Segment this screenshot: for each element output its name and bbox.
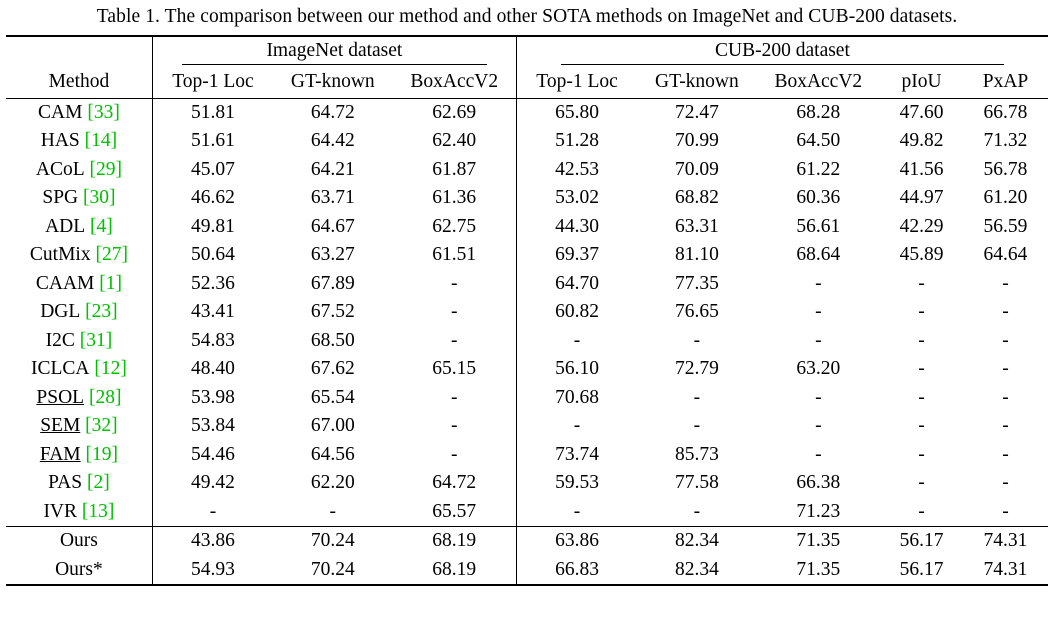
table-row [6, 298, 1048, 327]
row-value: 68.19 [393, 556, 517, 586]
row-value: 64.42 [310, 130, 355, 151]
row-value: 67.52 [310, 301, 355, 322]
row-value: 70.68 [555, 386, 599, 408]
row-value: 47.60 [899, 101, 944, 123]
row-value: 70.09 [674, 158, 719, 180]
table-row [6, 127, 1048, 156]
row-method: FAM [19] [6, 441, 152, 470]
citation-ref[interactable]: [23] [85, 301, 118, 322]
row-value: 63.71 [310, 187, 355, 208]
row-value: 63.20 [796, 358, 841, 379]
row-value: - [693, 415, 701, 436]
row-method: HAS [14] [6, 127, 152, 156]
table-row [6, 527, 1048, 556]
row-value: 64.72 [310, 101, 355, 123]
row-value: 66.38 [796, 472, 841, 493]
row-method: Ours* [6, 556, 152, 586]
row-method: ICLCA [12] [6, 355, 152, 384]
table-row [6, 412, 1048, 441]
row-value: - [918, 358, 925, 379]
citation-ref[interactable]: [28] [88, 386, 122, 408]
row-value: - [393, 412, 517, 441]
row-value: 62.69 [393, 98, 517, 127]
row-value: 56.10 [555, 358, 599, 379]
table-row [6, 469, 1048, 498]
row-value: 41.56 [899, 158, 944, 180]
row-value: - [1002, 415, 1009, 436]
row-value: 42.29 [899, 215, 944, 237]
row-value: 68.64 [796, 244, 841, 265]
row-value: - [815, 329, 822, 351]
row-value: 65.54 [310, 386, 355, 408]
group-header-blank [6, 36, 152, 67]
row-value: 64.70 [555, 272, 599, 294]
row-value: - [1002, 272, 1009, 294]
row-value: - [1002, 329, 1009, 351]
row-value: - [918, 301, 925, 322]
row-method: CAM [33] [6, 98, 152, 127]
citation-ref[interactable]: [32] [85, 415, 118, 436]
row-value: 70.24 [273, 556, 392, 586]
column-header-2: BoxAccV2 [393, 67, 517, 98]
row-value: - [918, 472, 925, 493]
table-row [6, 241, 1048, 270]
table-row [6, 270, 1048, 299]
row-value: 64.67 [310, 215, 355, 237]
row-value: 48.40 [191, 358, 235, 379]
column-header-6: pIoU [880, 67, 963, 98]
row-method: PAS [2] [6, 469, 152, 498]
row-value: 66.78 [983, 101, 1028, 123]
row-value: - [963, 498, 1048, 527]
row-value: 43.41 [191, 301, 235, 322]
citation-ref[interactable]: [33] [87, 101, 120, 123]
row-value: 72.79 [674, 358, 719, 379]
row-method: ACoL [29] [6, 156, 152, 185]
row-value: 63.27 [310, 244, 355, 265]
row-value: 61.87 [393, 156, 517, 185]
comparison-table [6, 35, 1048, 586]
row-value: - [273, 498, 392, 527]
row-value: 72.47 [674, 101, 719, 123]
row-value: 64.56 [310, 443, 355, 465]
row-value: 71.32 [983, 130, 1028, 151]
citation-ref[interactable]: [4] [90, 215, 113, 237]
row-value: - [1002, 358, 1009, 379]
row-value: 53.84 [191, 415, 235, 436]
row-value: 56.78 [983, 158, 1028, 180]
row-method: PSOL [28] [6, 384, 152, 413]
citation-ref[interactable]: [1] [99, 272, 122, 294]
citation-ref[interactable]: [30] [83, 187, 116, 208]
row-value: - [637, 498, 756, 527]
row-value: 64.50 [796, 130, 841, 151]
row-value: 56.17 [880, 556, 963, 586]
table-row [6, 213, 1048, 242]
citation-ref[interactable]: [14] [84, 130, 118, 151]
row-value: 73.74 [555, 443, 599, 465]
row-value: - [918, 272, 925, 294]
table-row [6, 441, 1048, 470]
row-value: 53.02 [555, 187, 599, 208]
row-value: 64.21 [310, 158, 355, 180]
row-value: 46.62 [191, 187, 235, 208]
column-header-0: Top-1 Loc [152, 67, 273, 98]
row-value: 62.20 [310, 472, 355, 493]
row-value: 71.23 [757, 498, 880, 527]
row-value: - [573, 415, 581, 436]
citation-ref[interactable]: [19] [85, 443, 119, 465]
row-value: - [815, 272, 822, 294]
row-value: 45.07 [191, 158, 235, 180]
row-value: 68.82 [674, 187, 719, 208]
row-value: 63.31 [674, 215, 719, 237]
row-value: 50.64 [191, 244, 235, 265]
row-value: - [1002, 443, 1009, 465]
row-value: 85.73 [674, 443, 719, 465]
table-caption: Table 1. The comparison between our method and other SOTA methods on ImageNet and CUB-200 datasets. [96, 6, 958, 27]
row-method: CutMix [27] [6, 241, 152, 270]
row-value: - [918, 415, 925, 436]
row-value: 82.34 [637, 556, 756, 586]
row-value: 65.57 [393, 498, 517, 527]
row-value: 61.20 [983, 187, 1028, 208]
row-value: 64.72 [393, 469, 517, 498]
table-row [6, 156, 1048, 185]
column-header-4: GT-known [637, 67, 756, 98]
row-value: - [1002, 301, 1009, 322]
row-value: 59.53 [555, 472, 599, 493]
row-value: 61.22 [796, 158, 841, 180]
row-method: ADL [4] [6, 213, 152, 242]
row-value: 76.65 [674, 301, 719, 322]
citation-ref[interactable]: [29] [89, 158, 122, 180]
column-header-row [6, 67, 1048, 98]
row-value: - [1002, 386, 1009, 408]
row-value: - [918, 386, 925, 408]
row-value: 64.64 [983, 244, 1028, 265]
row-value: 67.62 [310, 358, 355, 379]
row-value: 68.19 [393, 527, 517, 556]
row-value: 61.51 [393, 241, 517, 270]
row-value: 62.75 [393, 213, 517, 242]
row-value: 52.36 [191, 272, 235, 294]
row-value: - [152, 498, 273, 527]
row-value: 53.98 [191, 386, 235, 408]
row-value: - [918, 329, 925, 351]
row-value: - [393, 441, 517, 470]
row-value: - [693, 386, 701, 408]
row-value: - [815, 443, 822, 465]
row-value: 54.83 [191, 329, 235, 351]
row-value: 45.89 [899, 244, 944, 265]
row-value: 42.53 [555, 158, 599, 180]
column-header-1: GT-known [273, 67, 392, 98]
row-value: 49.82 [899, 130, 944, 151]
row-value: - [516, 498, 637, 527]
row-value: 70.24 [310, 530, 355, 551]
row-value: 68.50 [310, 329, 355, 351]
row-method: I2C [31] [6, 327, 152, 356]
row-value: 51.81 [191, 101, 235, 123]
row-value: 71.35 [796, 530, 841, 551]
row-value: - [815, 301, 822, 322]
row-method: DGL [23] [6, 298, 152, 327]
row-value: 60.82 [555, 301, 599, 322]
row-value: 74.31 [983, 530, 1028, 551]
row-value: - [393, 298, 517, 327]
row-method: SEM [32] [6, 412, 152, 441]
row-value: 56.17 [899, 530, 944, 551]
row-value: 60.36 [796, 187, 841, 208]
row-method: Ours [6, 527, 152, 556]
row-value: - [693, 329, 701, 351]
table-row [6, 355, 1048, 384]
row-value: 81.10 [674, 244, 719, 265]
group-header-0: ImageNet dataset [152, 36, 516, 67]
row-method: IVR [13] [6, 498, 152, 527]
column-header-5: BoxAccV2 [757, 67, 880, 98]
citation-ref[interactable]: [12] [94, 358, 127, 379]
row-value: 56.61 [796, 215, 841, 237]
row-value: - [393, 384, 517, 413]
row-value: - [880, 498, 963, 527]
row-value: 77.58 [674, 472, 719, 493]
row-value: - [573, 329, 581, 351]
citation-ref[interactable]: [2] [86, 472, 110, 493]
row-value: 56.59 [983, 215, 1028, 237]
row-value: 54.46 [191, 443, 235, 465]
row-value: - [918, 443, 925, 465]
row-value: - [815, 415, 822, 436]
table-row [6, 498, 1048, 527]
table-row [6, 556, 1048, 586]
row-value: 68.28 [796, 101, 841, 123]
method-header: Method [6, 67, 152, 98]
row-value: 44.97 [899, 187, 944, 208]
row-value: 77.35 [674, 272, 719, 294]
row-value: 71.35 [757, 556, 880, 586]
row-value: 70.99 [674, 130, 719, 151]
table-row [6, 384, 1048, 413]
row-method: CAAM [1] [6, 270, 152, 299]
row-value: - [393, 270, 517, 299]
row-value: 51.28 [555, 130, 599, 151]
citation-ref[interactable]: [27] [95, 244, 128, 265]
row-value: 82.34 [674, 530, 719, 551]
row-value: 43.86 [191, 530, 235, 551]
row-value: - [815, 386, 822, 408]
row-value: 44.30 [555, 215, 599, 237]
column-header-7: PxAP [963, 67, 1048, 98]
row-value: 51.61 [191, 130, 235, 151]
row-value: 74.31 [963, 556, 1048, 586]
row-value: 67.89 [310, 272, 355, 294]
row-value: 63.86 [555, 530, 599, 551]
row-value: 49.42 [191, 472, 235, 493]
table-row [6, 98, 1048, 127]
row-value: 67.00 [310, 415, 355, 436]
column-header-3: Top-1 Loc [516, 67, 637, 98]
table-row [6, 327, 1048, 356]
row-value: 65.15 [393, 355, 517, 384]
row-value: 61.36 [393, 184, 517, 213]
citation-ref[interactable]: [31] [79, 329, 113, 351]
row-value: 54.93 [152, 556, 273, 586]
row-value: 66.83 [516, 556, 637, 586]
row-method: SPG [30] [6, 184, 152, 213]
row-value: 69.37 [555, 244, 599, 265]
row-value: 65.80 [555, 101, 599, 123]
row-value: - [1002, 472, 1009, 493]
table-row [6, 184, 1048, 213]
row-value: 49.81 [191, 215, 235, 237]
group-header-1: CUB-200 dataset [516, 36, 1048, 67]
citation-ref[interactable]: [13] [81, 500, 115, 522]
group-header-row [6, 36, 1048, 67]
row-value: - [393, 327, 517, 356]
row-value: 62.40 [393, 127, 517, 156]
